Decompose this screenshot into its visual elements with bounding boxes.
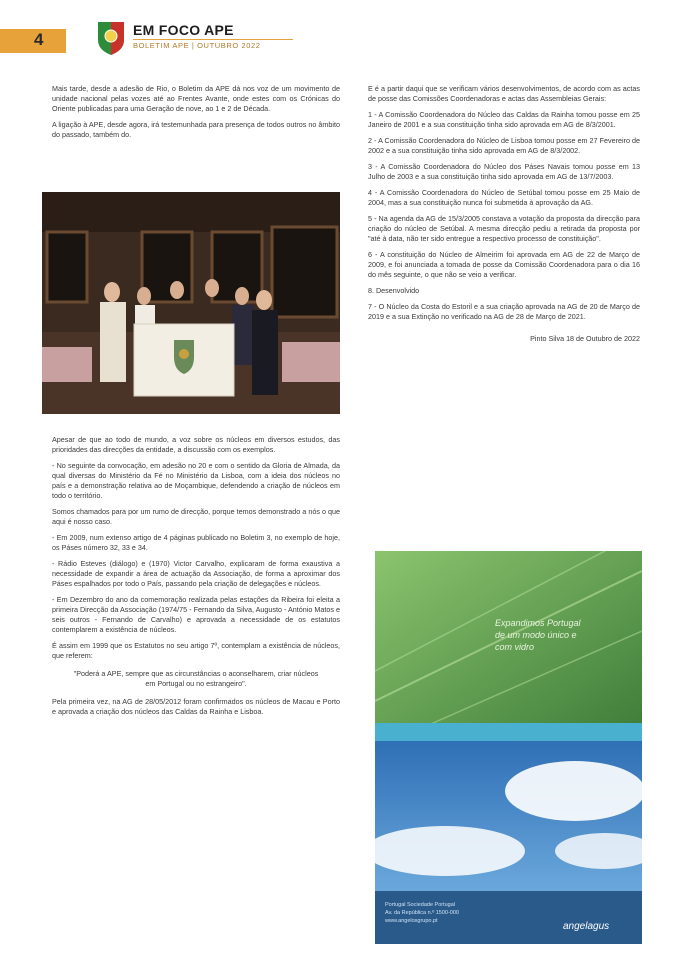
paragraph: A ligação à APE, desde agora, irá testemunhada para presença de todos outros no âmbito do passado, também do. <box>52 120 340 139</box>
list-item: 3 - A Comissão Coordenadora do Núcleo dos Páses Navais tomou posse em 13 Julho de 2003 e a sua constituição tinha sido aprovada em AG de 13/7/2003. <box>368 162 640 181</box>
list-item: 8. Desenvolvido <box>368 286 420 295</box>
list-item: 1 - A Comissão Coordenadora do Núcleo das Caldas da Rainha tomou posse em 25 Janeiro de 2001 e a sua constituição tinha sido aprovada em AG de 8/3/2001. <box>368 110 640 129</box>
paragraph: Apesar de que ao todo de mundo, a voz sobre os núcleos em diversos estudos, das prioridades das direcções da entidade, a discussão com os exemplos. <box>52 435 340 454</box>
ad-headline-line: Expandimos Portugal <box>495 618 581 628</box>
list-item: 6 - A constituição do Núcleo de Almeirim foi aprovada em AG de 22 de Março de 2009, e foi anunciada a tomada de posse da Comissão Coordenadora para o dia 16 do mês seguinte, o que não se veio a verificar. <box>368 250 640 279</box>
ad-footer-line: Portugal Sociedade Portugal <box>385 902 456 908</box>
statute-quote: "Poderá a APE, sempre que as circunstâncias o aconselharem, criar núcleos em Portugal ou no estrangeiro". <box>73 669 319 688</box>
page-number: 4 <box>34 30 44 49</box>
ad-headline-line: com vidro <box>495 642 535 652</box>
header-title: EM FOCO APE <box>133 22 234 38</box>
ad-headline-line: de um modo único e <box>495 630 577 640</box>
list-item: 7 - O Núcleo da Costa do Estoril e a sua criação aprovada na AG de 20 de Março de 2019 e a sua Extinção no verificado na AG de 28 de Março de 2021. <box>368 302 640 321</box>
paragraph: Pela primeira vez, na AG de 28/05/2012 foram confirmados os núcleos de Macau e Porto e aprovada a criação dos núcleos das Caldas da Rainha e Lisboa. <box>52 697 340 716</box>
signature: Pinto Silva 18 de Outubro de 2022 <box>530 334 640 343</box>
paragraph: - No seguinte da convocação, em adesão no 20 e com o sentido da Gloria de Almada, da qual diversas do Ministério da Fé no Ministério da Lisboa, com a ideia dos núcleos no país e a demonstração relativa ao de Moçambique, defendendo a criação de núcleos em todo o território. <box>52 461 340 500</box>
paragraph: - Em Dezembro do ano da comemoração realizada pelas estações da Ribeira foi eleita a primeira Direcção da Associação (1974/75 - Fernando da Silva, Augusto - António Matos e seis outros - Fernando de Carvalho) e aprovada a necessidade de os estatutos contemplarem a existência de núcleos. <box>52 595 340 634</box>
header-divider <box>133 39 293 40</box>
paragraph: Mais tarde, desde a adesão de Rio, o Boletim da APE dá nos voz de um movimento de unidade nacional pelas vozes até ao Frentes Avante, onde estes com os Crónicas do Oriente publicadas para uma Geração de nove, ao 1 e 2 de Década. <box>52 84 340 113</box>
header-accent-bar <box>0 29 66 53</box>
header-subtitle: BOLETIM APE | OUTUBRO 2022 <box>133 41 261 50</box>
right-column <box>368 84 640 350</box>
paragraph: Somos chamados para por um rumo de direcção, porque temos demonstrado a nós o que aqui é nosso caso. <box>52 507 340 526</box>
ad-footer-line: Av. da República n.º 1500-000 <box>385 910 459 916</box>
list-item: 4 - A Comissão Coordenadora do Núcleo de Setúbal tomou posse em 25 Maio de 2004, mas a sua constituição nunca foi submetida à aprovação da AG. <box>368 188 640 207</box>
ape-shield-logo <box>96 20 126 56</box>
paragraph: - Rádio Esteves (diálogo) e (1970) Victor Carvalho, explicaram de forma exaustiva a necessidade de expandir a área de actuação da Associação, de forma a aproximar dos Páses espalhados por todo o País, passando pela criação de delegações e núcleos. <box>52 559 340 588</box>
ad-footer-line: www.angelosgrupo.pt <box>385 918 438 924</box>
left-column-intro <box>52 84 340 146</box>
paragraph: - Em 2009, num extenso artigo de 4 páginas publicado no Boletim 3, no exemplo de hoje, os Páses número 32, 33 e 34. <box>52 533 340 552</box>
advertisement <box>375 551 642 944</box>
list-item: 2 - A Comissão Coordenadora do Núcleo de Lisboa tomou posse em 27 Fevereiro de 2002 e a sua constituição tinha sido aprovada em AG de 8/3/2002. <box>368 136 640 155</box>
list-item: 5 - Na agenda da AG de 15/3/2005 constava a votação da proposta da direcção para criação do núcleo de Setúbal. A mesma direcção pediu a retirada da proposta por "até à data, não ter sido entregue a respectivo processo de constituição". <box>368 214 640 243</box>
group-photo <box>42 192 340 414</box>
paragraph: E é a partir daqui que se verificam vários desenvolvimentos, de acordo com as actas de posse das Comissões Coordenadoras e actas das Assembleias Gerais: <box>368 84 640 103</box>
ad-brand-logo: angelagus <box>563 921 610 932</box>
left-column-body <box>52 435 340 723</box>
paragraph: É assim em 1999 que os Estatutos no seu artigo 7º, contemplam a existência de núcleos, que referem: <box>52 641 340 660</box>
